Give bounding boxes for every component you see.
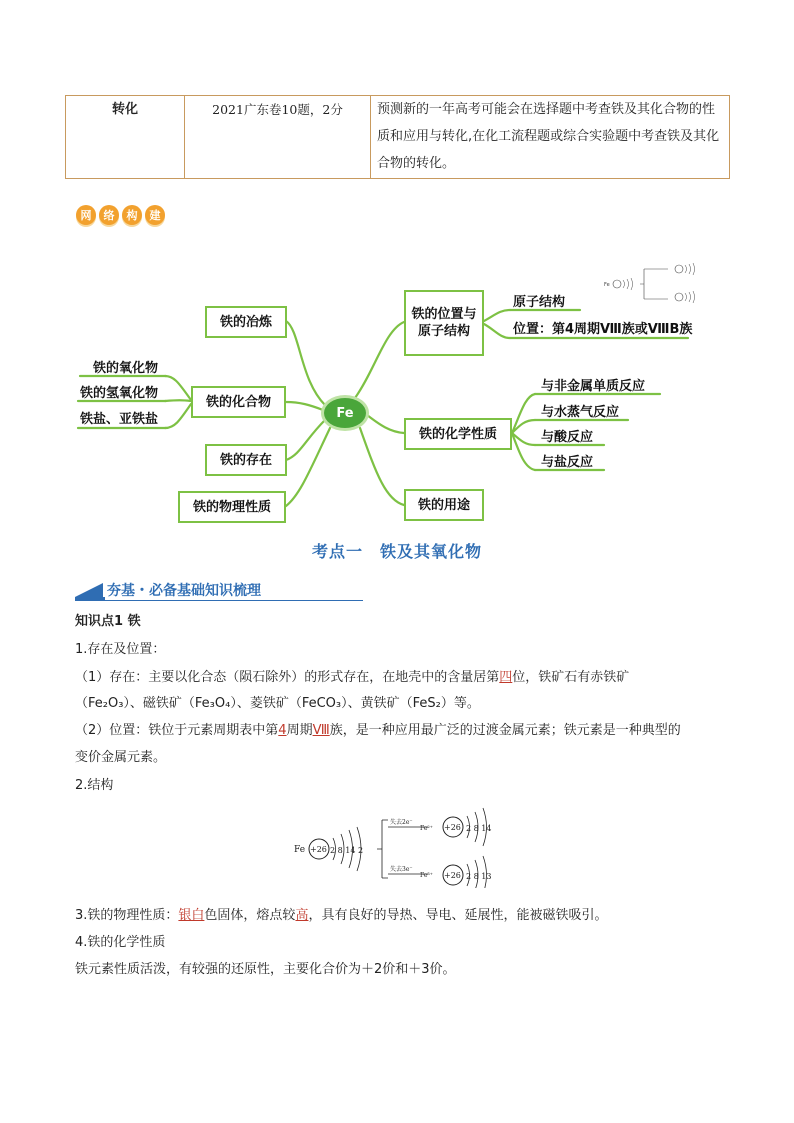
badge-char: 建 bbox=[145, 205, 165, 225]
answer-text: 银白 bbox=[178, 908, 205, 923]
node-existence: 铁的存在 bbox=[205, 444, 287, 476]
paragraph: （Fe₂O₃）、磁铁矿（Fe₃O₄）、菱铁矿（FeCO₃）、黄铁矿（FeS₂）等。 bbox=[75, 696, 480, 711]
leaf-hydroxides: 铁的氢氧化物 bbox=[80, 386, 159, 401]
text: 周期 bbox=[286, 723, 313, 738]
text: ，具有良好的导热、导电、延展性，能被磁铁吸引。 bbox=[308, 908, 608, 923]
structure-lose3: 失去3e⁻ bbox=[390, 866, 413, 873]
text: 3.铁的物理性质： bbox=[75, 908, 179, 923]
mindmap-connectors bbox=[0, 0, 794, 540]
answer-text: 4 bbox=[278, 723, 287, 738]
banner-bar bbox=[75, 597, 105, 601]
badge-char: 络 bbox=[99, 205, 119, 225]
structure-lose2: 失去2e⁻ bbox=[390, 819, 413, 826]
knowledge-point-title: 知识点1 铁 bbox=[75, 614, 141, 629]
text: 色固体，熔点较 bbox=[204, 908, 296, 923]
text: （1）存在：主要以化合态（陨石除外）的形式存在，在地壳中的含量居第 bbox=[75, 670, 500, 685]
badge-char: 构 bbox=[122, 205, 142, 225]
paragraph: 4.铁的化学性质 bbox=[75, 935, 166, 950]
structure-fe2: Fe²⁺ bbox=[420, 825, 433, 832]
leaf-atomic-structure: 原子结构 bbox=[513, 295, 566, 310]
banner-line bbox=[105, 600, 363, 601]
leaf-steam: 与水蒸气反应 bbox=[541, 405, 620, 420]
node-center-fe: Fe bbox=[321, 395, 369, 431]
paragraph: 1.存在及位置： bbox=[75, 642, 166, 657]
answer-text: 四 bbox=[499, 670, 513, 685]
leaf-position: 位置：第4周期Ⅷ族或ⅧB族 bbox=[513, 322, 693, 337]
table-cell-prediction: 预测新的一年高考可能会在选择题中考查铁及其化合物的性质和应用与转化,在化工流程题或综合实验题中考查铁及其化合物的转化。 bbox=[371, 96, 730, 179]
node-chemical: 铁的化学性质 bbox=[404, 418, 512, 450]
paragraph: 铁元素性质活泼，有较强的还原性，主要化合价为＋2价和＋3价。 bbox=[75, 962, 456, 977]
node-smelting: 铁的冶炼 bbox=[205, 306, 287, 338]
structure-shells2: 2 8 14 bbox=[466, 824, 492, 833]
electron-structure-figure bbox=[290, 800, 530, 888]
structure-nucleus: +26 bbox=[310, 845, 327, 854]
answer-text: Ⅷ bbox=[312, 723, 330, 738]
paragraph bbox=[75, 665, 725, 691]
structure-fe3: Fe³⁺ bbox=[420, 872, 433, 879]
table-cell-topic: 转化 bbox=[66, 96, 185, 179]
section-banner bbox=[75, 579, 365, 603]
badge-char: 网 bbox=[76, 205, 96, 225]
leaf-oxides: 铁的氧化物 bbox=[93, 361, 159, 376]
svg-text:Fe: Fe bbox=[604, 282, 610, 288]
mini-structure-icon bbox=[604, 263, 695, 303]
paragraph bbox=[75, 903, 725, 929]
leaf-salts: 铁盐、亚铁盐 bbox=[80, 412, 159, 427]
node-physical: 铁的物理性质 bbox=[178, 491, 286, 523]
paragraph bbox=[75, 718, 725, 744]
exam-point-title: 考点一 铁及其氧化物 bbox=[311, 542, 482, 561]
structure-shells3: 2 8 13 bbox=[466, 872, 492, 881]
answer-text: 高 bbox=[295, 908, 309, 923]
node-compounds: 铁的化合物 bbox=[191, 386, 286, 418]
paragraph: 2.结构 bbox=[75, 778, 114, 793]
text: （2）位置：铁位于元素周期表中第 bbox=[75, 723, 279, 738]
leaf-acid: 与酸反应 bbox=[541, 430, 594, 445]
node-position: 铁的位置与原子结构 bbox=[404, 290, 484, 356]
svg-text:+26: +26 bbox=[444, 823, 461, 832]
paragraph: 变价金属元素。 bbox=[75, 750, 167, 765]
text: 位，铁矿石有赤铁矿 bbox=[512, 670, 630, 685]
banner-triangle bbox=[75, 583, 103, 597]
table-cell-exam: 2021广东卷10题，2分 bbox=[185, 96, 371, 179]
leaf-salt: 与盐反应 bbox=[541, 455, 594, 470]
structure-fe: Fe bbox=[294, 845, 306, 855]
banner-text: 夯基・必备基础知识梳理 bbox=[107, 583, 261, 599]
leaf-nonmetal: 与非金属单质反应 bbox=[541, 379, 646, 394]
text: 族，是一种应用最广泛的过渡金属元素；铁元素是一种典型的 bbox=[329, 723, 681, 738]
structure-shells: 2 8 14 2 bbox=[330, 846, 364, 855]
svg-text:+26: +26 bbox=[444, 871, 461, 880]
structure-diagram bbox=[290, 800, 530, 888]
node-use: 铁的用途 bbox=[404, 489, 484, 521]
